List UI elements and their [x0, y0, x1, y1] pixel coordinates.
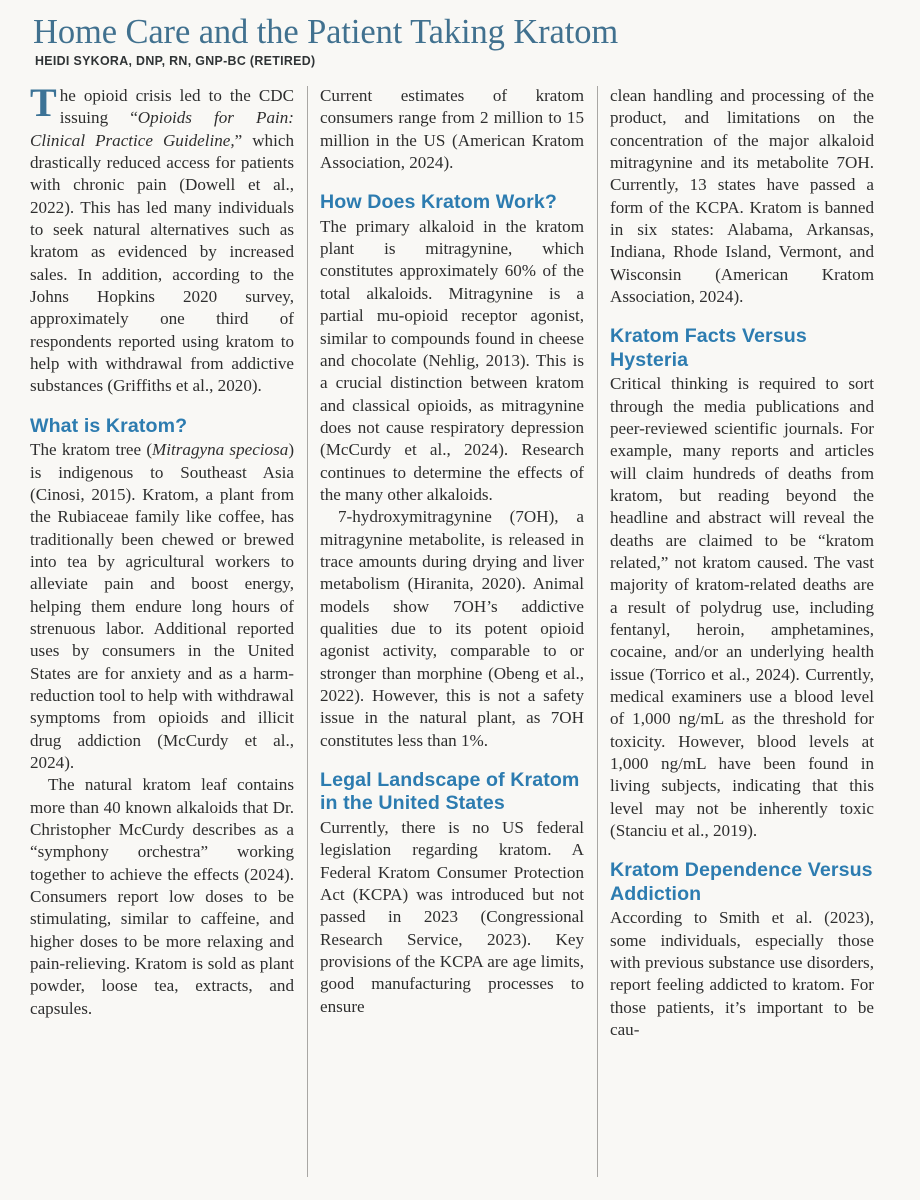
- italic-run: Opioids for Pain: Clinical Practice Guideline,: [30, 108, 294, 150]
- body-paragraph: Currently, there is no US federal legislation regarding kratom. A Federal Kratom Consumer Protection Act (KCPA) was introduced but not passed in 2023 (Congressional Research Service, 2023). Key provisions of the KCPA are age limits, good manufacturing processes to ensure: [320, 817, 584, 1016]
- drop-cap: T: [30, 85, 57, 125]
- body-paragraph: Critical thinking is required to sort through the media publications and peer-reviewed scientific journals. For example, many reports and articles will claim hundreds of deaths from kratom, but reading beyond the headline and abstract will reveal the deaths are claimed to be “kratom related,” not kratom caused. The vast majority of kratom-related deaths are a result of polydrug use, including fentanyl, heroin, amphetamines, cocaine, and/or an underlying health issue (Torrico et al., 2024). Currently, medical examiners use a blood level of 1,000 ng/mL as the threshold for toxicity. However, blood levels at 1,000 ng/mL have been found in living subjects, indicating that this level may not be inherently toxic (Stanciu et al., 2019).: [610, 374, 874, 841]
- body-paragraph: The natural kratom leaf contains more than 40 known alkaloids that Dr. Christopher McCurdy describes as a “symphony orchestra” working together to achieve the effects (2024). Consumers report low doses to be stimulating, similar to caffeine, and higher doses to be more relaxing and pain-relieving. Kratom is sold as plant powder, loose tea, extracts, and capsules.: [30, 775, 294, 1018]
- text-column-2: [320, 85, 584, 1177]
- body-paragraph: Current estimates of kratom consumers range from 2 million to 15 million in the US (American Kratom Association, 2024).: [320, 86, 584, 173]
- column-divider-1: [294, 85, 320, 1177]
- italic-run: Mitragyna speciosa: [152, 440, 289, 460]
- section-heading: Kratom Facts Versus Hysteria: [610, 325, 807, 371]
- article-columns: [30, 85, 896, 1177]
- section-heading: How Does Kratom Work?: [320, 191, 557, 214]
- body-paragraph: 7-hydroxymitragynine (7OH), a mitragynine metabolite, is released in trace amounts during drying and liver metabolism (Hiranita, 2020). Animal models show 7OH’s addictive qualities due to its potent opioid agonist activity, comparable to or stronger than morphine (Obeng et al., 2022). However, this is not a safety issue in the natural plant, as 7OH constitutes less than 1%.: [320, 507, 584, 750]
- text-column-1: [30, 85, 294, 1177]
- body-paragraph: According to Smith et al. (2023), some individuals, especially those with previous substance use disorders, report feeling addicted to kratom. For those patients, it’s important to be cau-: [610, 908, 874, 1039]
- column-divider-2: [584, 85, 610, 1177]
- section-heading: Legal Landscape of Kratom in the United States: [320, 769, 580, 815]
- body-paragraph: The opioid crisis led to the CDC issuing “Opioids for Pain: Clinical Practice Guideline,” which drastically reduced access for patients with chronic pain (Dowell et al., 2022). This has led many individuals to seek natural alternatives such as kratom as evidenced by increased sales. In addition, according to the Johns Hopkins 2020 survey, approximately one third of respondents reported using kratom to help with withdrawal from addictive substances (Griffiths et al., 2020).: [30, 85, 294, 396]
- section-heading: What is Kratom?: [30, 414, 188, 437]
- body-paragraph: clean handling and processing of the product, and limitations on the concentration of the major alkaloid mitragynine and its metabolite 7OH. Currently, 13 states have passed a form of the KCPA. Kratom is banned in six states: Alabama, Arkansas, Indiana, Rhode Island, Vermont, and Wisconsin (American Kratom Association, 2024).: [610, 86, 874, 307]
- body-paragraph: The kratom tree (Mitragyna speciosa) is indigenous to Southeast Asia (Cinosi, 2015). Kratom, a plant from the Rubiaceae family like coffee, has traditionally been chewed or brewed into tea by agricultural workers to alleviate pain and boost energy, helping them endure long hours of strenuous labor. Additional reported uses by consumers in the United States are for anxiety and as a harm-reduction tool to help with withdrawal symptoms from opioids and illicit drug addiction (McCurdy et al., 2024).: [30, 440, 294, 773]
- section-heading: Kratom Dependence Versus Addiction: [610, 859, 873, 905]
- body-paragraph: The primary alkaloid in the kratom plant is mitragynine, which constitutes approximately 60% of the total alkaloids. Mitragynine is a partial mu-opioid receptor agonist, similar to compounds found in cheese and chocolate (Nehlig, 2013). This is a crucial distinction between kratom and classical opioids, as mitragynine does not cause respiratory depression (McCurdy et al., 2024). Research continues to determine the effects of the many other alkaloids.: [320, 216, 584, 504]
- page-title: Home Care and the Patient Taking Kratom: [33, 13, 619, 51]
- author-byline: HEIDI SYKORA, DNP, RN, GNP-BC (RETIRED): [35, 53, 316, 68]
- text-column-3: [610, 85, 874, 1177]
